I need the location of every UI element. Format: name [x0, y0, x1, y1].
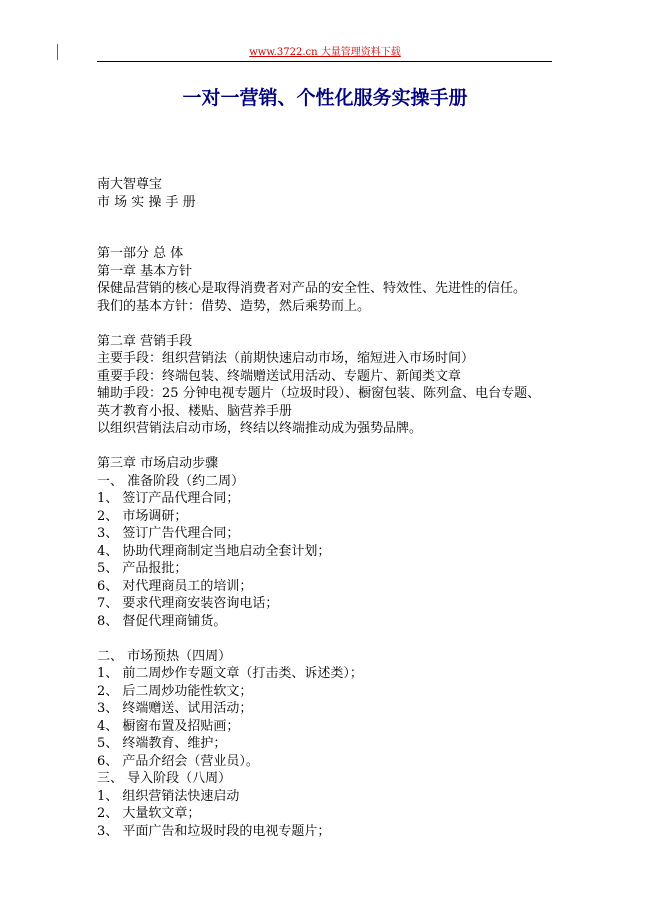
- text-line: 6、 产品介绍会（营业员）。: [97, 753, 259, 769]
- text-line: 6、 对代理商员工的培训；: [97, 578, 253, 594]
- text-line: 5、 产品报批；: [97, 561, 188, 576]
- text-line: 2、 市场调研；: [97, 508, 188, 524]
- text-line: 辅助手段：25 分钟电视专题片（垃圾时段）、橱窗包装、陈列盒、电台专题、: [97, 386, 541, 401]
- intro-block: [97, 176, 557, 211]
- text-line: 8、 督促代理商铺货。: [97, 613, 227, 629]
- text-line: 第一部分 总 体: [97, 246, 184, 261]
- text-line: 2、 后二周炒功能性软文；: [97, 683, 253, 699]
- text-line: 英才教育小报、楼贴、脑营养手册: [97, 403, 293, 419]
- text-line: 保健品营销的核心是取得消费者对产品的安全性、特效性、先进性的信任。: [97, 281, 527, 296]
- text-line: 主要手段：组织营销法（前期快速启动市场，缩短进入市场时间）: [97, 351, 475, 366]
- blank-line: [97, 630, 557, 648]
- text-line: 第二章 营销手段: [97, 333, 193, 349]
- text-line: 3、 终端赠送、试用活动；: [97, 701, 253, 716]
- text-line: 二、 市场预热（四周）: [97, 648, 232, 664]
- blank-line: [97, 438, 557, 456]
- text-line: 7、 要求代理商安装咨询电话；: [97, 596, 279, 611]
- text-line: 重要手段：终端包装、终端赠送试用活动、专题片、新闻类文章: [97, 368, 462, 384]
- text-line: 3、 签订广告代理合同；: [97, 526, 240, 541]
- text-line: 以组织营销法启动市场，终结以终端推动成为强势品牌。: [97, 421, 423, 436]
- org-name: 南大智尊宝: [97, 177, 163, 192]
- text-line: 一、 准备阶段（约二周）: [97, 473, 245, 489]
- text-line: 三、 导入阶段（八周）: [97, 771, 232, 786]
- text-line: 第一章 基本方针: [97, 263, 193, 279]
- text-line: 1、 前二周炒作专题文章（打击类、诉述类）；: [97, 666, 363, 681]
- body-text: [97, 245, 557, 840]
- manual-subtitle: 市 场 实 操 手 册: [97, 194, 196, 210]
- text-line: 4、 协助代理商制定当地启动全套计划；: [97, 543, 331, 559]
- text-line: 4、 橱窗布置及招贴画；: [97, 718, 240, 734]
- text-line: 5、 终端教育、维护；: [97, 736, 227, 751]
- blank-line: [97, 315, 557, 333]
- text-line: 第三章 市场启动步骤: [97, 456, 219, 471]
- header-link[interactable]: www.3722.cn 大量管理资料下载: [249, 47, 401, 58]
- text-line: 2、 大量软文章；: [97, 806, 201, 821]
- text-line: 我们的基本方针：借势、造势，然后乘势而上。: [97, 298, 371, 314]
- document-title: 一对一营销、个性化服务实操手册: [182, 87, 468, 109]
- text-line: 1、 组织营销法快速启动: [97, 788, 240, 804]
- text-line: 1、 签订产品代理合同；: [97, 491, 240, 506]
- header-rule: [97, 61, 552, 62]
- text-line: 3、 平面广告和垃圾时段的电视专题片；: [97, 823, 331, 839]
